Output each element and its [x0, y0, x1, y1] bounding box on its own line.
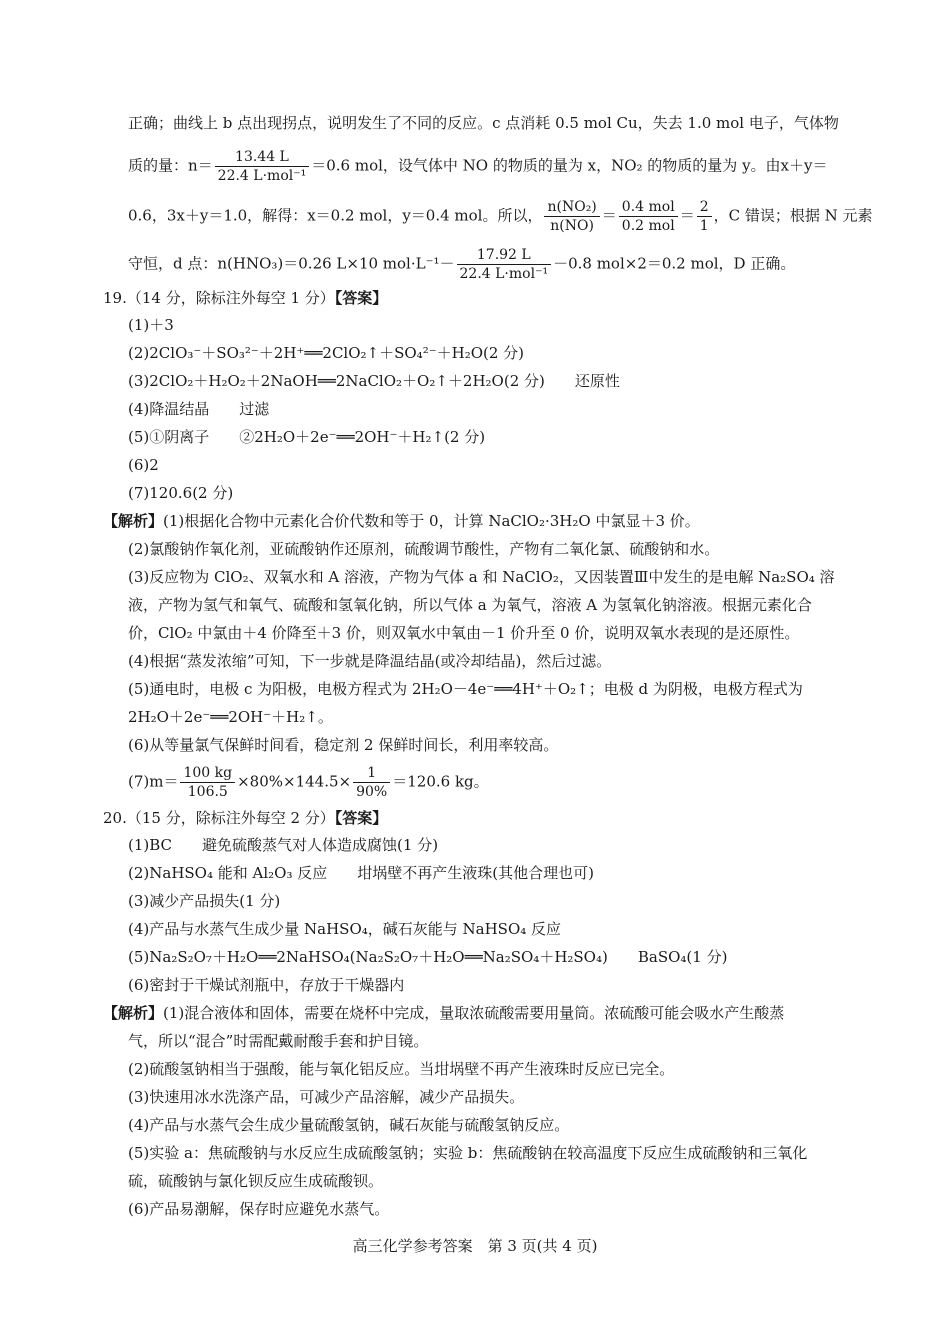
q20-answer-3: (3)减少产品损失(1 分) — [128, 892, 281, 910]
q18-line-2 — [128, 148, 848, 185]
fraction-numerator: 17.92 L — [457, 246, 552, 265]
fraction-denominator: 22.4 L·mol⁻¹ — [217, 168, 307, 184]
q20-analysis-4: (3)快速用冰水洗涤产品，可减少产品溶解，减少产品损失。 — [128, 1088, 525, 1106]
q20-analysis-6: (5)实验 a：焦硫酸钠与水反应生成硫酸氢钠；实验 b：焦硫酸钠在较高温度下反应生成硫酸钠和三氧化 — [128, 1144, 808, 1162]
q19-answer-3: (3)2ClO₂＋H₂O₂＋2NaOH══2NaClO₂＋O₂↑＋2H₂O(2 分) 还原性 — [128, 372, 620, 390]
q19-analysis-3: (3)反应物为 ClO₂、双氧水和 A 溶液，产物为气体 a 和 NaClO₂，又因装置Ⅲ中发生的是电解 Na₂SO₄ 溶 — [128, 568, 835, 586]
q18-line-2-pre: 质的量：n＝ — [128, 156, 213, 175]
q19-analysis-5: 价，ClO₂ 中氯由＋4 价降至＋3 价，则双氧水中氧由－1 价升至 0 价，说明双氧水表现的是还原性。 — [128, 624, 800, 642]
q19-answer-5: (5)①阴离子 ②2H₂O＋2e⁻══2OH⁻＋H₂↑(2 分) — [128, 428, 486, 446]
q18-line-1: 正确；曲线上 b 点出现拐点，说明发生了不同的反应。c 点消耗 0.5 mol Cu，失去 1.0 mol 电子，气体物 — [128, 114, 839, 132]
q20-answer-1: (1)BC 避免硫酸蒸气对人体造成腐蚀(1 分) — [128, 836, 439, 854]
ratio-fraction-3 — [697, 198, 712, 235]
page-footer: 高三化学参考答案 第 3 页(共 4 页) — [352, 1237, 598, 1255]
q20-analysis-8: (6)产品易潮解，保存时应避免水蒸气。 — [128, 1200, 390, 1218]
q19-analysis-2: (2)氯酸钠作氧化剂，亚硫酸钠作还原剂，硫酸调节酸性，产物有二氧化氯、硫酸钠和水。 — [128, 540, 720, 558]
q20-answer-2: (2)NaHSO₄ 能和 Al₂O₃ 反应 坩埚壁不再产生液珠(其他合理也可) — [128, 864, 594, 882]
fraction-denominator: 1 — [699, 218, 709, 234]
q20-analysis-1 — [103, 1001, 823, 1025]
q19-analysis-6: (4)根据“蒸发浓缩”可知，下一步就是降温结晶(或冷却结晶)，然后过滤。 — [128, 652, 612, 670]
fraction-denominator: 22.4 L·mol⁻¹ — [459, 266, 549, 282]
fraction-denominator: n(NO) — [550, 218, 594, 234]
q20-analysis-5: (4)产品与水蒸气会生成少量硫酸氢钠，碱石灰能与硫酸氢钠反应。 — [128, 1116, 570, 1134]
formula-post: ＝120.6 kg。 — [392, 772, 489, 791]
q18-line-4-pre: 守恒，d 点：n(HNO₃)＝0.26 L×10 mol·L⁻¹－ — [128, 254, 455, 273]
q20-answer-6: (6)密封于干燥试剂瓶中，存放于干燥器内 — [128, 976, 405, 994]
q19-analysis-7-formula — [128, 764, 848, 801]
fraction-numerator: 13.44 L — [215, 148, 310, 167]
analysis-text: (1)混合液体和固体，需要在烧杯中完成，量取浓硫酸需要用量筒。浓硫酸可能会吸水产生酸蒸 — [163, 1004, 785, 1022]
q19-analysis-9: (6)从等量氯气保鲜时间看，稳定剂 2 保鲜时间长，利用率较高。 — [128, 736, 559, 754]
gas-moles-fraction — [215, 148, 310, 185]
analysis-label: 【解析】 — [103, 512, 164, 530]
mass-fraction — [180, 764, 235, 801]
answer-label: 【答案】 — [334, 289, 388, 307]
ratio-fraction-1 — [544, 198, 599, 235]
fraction-numerator: 2 — [697, 198, 712, 217]
q19-score-note: 19.（14 分，除标注外每空 1 分） — [103, 289, 335, 307]
q18-line-4-post: －0.8 mol×2＝0.2 mol，D 正确。 — [553, 254, 796, 273]
analysis-text: (1)根据化合物中元素化合价代数和等于 0，计算 NaClO₂·3H₂O 中氯显＋3 价。 — [163, 512, 700, 530]
equals-sign: ＝ — [601, 206, 617, 225]
q18-line-3 — [128, 198, 873, 235]
yield-fraction — [353, 764, 390, 801]
equals-sign: ＝ — [679, 206, 695, 225]
fraction-denominator: 90% — [356, 784, 388, 800]
q19-answer-1: (1)＋3 — [128, 316, 174, 334]
q18-line-4 — [128, 246, 848, 283]
no2-moles-fraction — [457, 246, 552, 283]
q19-analysis-8: 2H₂O＋2e⁻══2OH⁻＋H₂↑。 — [128, 708, 333, 726]
q20-analysis-7: 硫，硫酸钠与氯化钡反应生成硫酸钡。 — [128, 1172, 384, 1190]
q19-answer-2: (2)2ClO₃⁻＋SO₃²⁻＋2H⁺══2ClO₂↑＋SO₄²⁻＋H₂O(2 分) — [128, 344, 525, 362]
q19-answer-7: (7)120.6(2 分) — [128, 484, 234, 502]
fraction-denominator: 106.5 — [187, 784, 228, 800]
q18-line-3-post: ，C 错误；根据 N 元素 — [713, 206, 873, 225]
answer-label: 【答案】 — [334, 809, 388, 827]
q19-answer-4: (4)降温结晶 过滤 — [128, 400, 270, 418]
formula-pre: (7)m＝ — [128, 772, 179, 791]
q18-line-3-pre: 0.6，3x＋y＝1.0，解得：x＝0.2 mol，y＝0.4 mol。所以， — [128, 206, 543, 225]
q18-line-2-post: ＝0.6 mol，设气体中 NO 的物质的量为 x，NO₂ 的物质的量为 y。由x＋y＝ — [311, 156, 828, 175]
q20-score-note: 20.（15 分，除标注外每空 2 分） — [103, 809, 335, 827]
q20-answer-4: (4)产品与水蒸气生成少量 NaHSO₄，碱石灰能与 NaHSO₄ 反应 — [128, 920, 562, 938]
formula-mid: ×80%×144.5× — [237, 772, 352, 791]
fraction-numerator: 100 kg — [180, 764, 235, 783]
q20-analysis-3: (2)硫酸氢钠相当于强酸，能与氧化铝反应。当坩埚壁不再产生液珠时反应已完全。 — [128, 1060, 675, 1078]
fraction-numerator: 0.4 mol — [619, 198, 678, 217]
fraction-denominator: 0.2 mol — [621, 218, 675, 234]
analysis-label: 【解析】 — [103, 1004, 164, 1022]
fraction-numerator: 1 — [353, 764, 390, 783]
fraction-numerator: n(NO₂) — [544, 198, 599, 217]
q20-header — [103, 806, 823, 830]
q20-analysis-2: 气，所以“混合”时需配戴耐酸手套和护目镜。 — [128, 1032, 429, 1050]
q19-analysis-4: 液，产物为氢气和氧气、硫酸和氢氧化钠，所以气体 a 为氧气，溶液 A 为氢氧化钠溶液。根据元素化合 — [128, 596, 812, 614]
q19-header — [103, 286, 823, 310]
q20-answer-5: (5)Na₂S₂O₇＋H₂O══2NaHSO₄(Na₂S₂O₇＋H₂O══Na₂SO₄＋H₂SO₄) BaSO₄(1 分) — [128, 948, 728, 966]
q19-analysis-1 — [103, 509, 823, 533]
q19-analysis-7: (5)通电时，电极 c 为阳极，电极方程式为 2H₂O－4e⁻══4H⁺＋O₂↑；电极 d 为阴极，电极方程式为 — [128, 680, 803, 698]
q19-answer-6: (6)2 — [128, 456, 159, 474]
ratio-fraction-2 — [619, 198, 678, 235]
